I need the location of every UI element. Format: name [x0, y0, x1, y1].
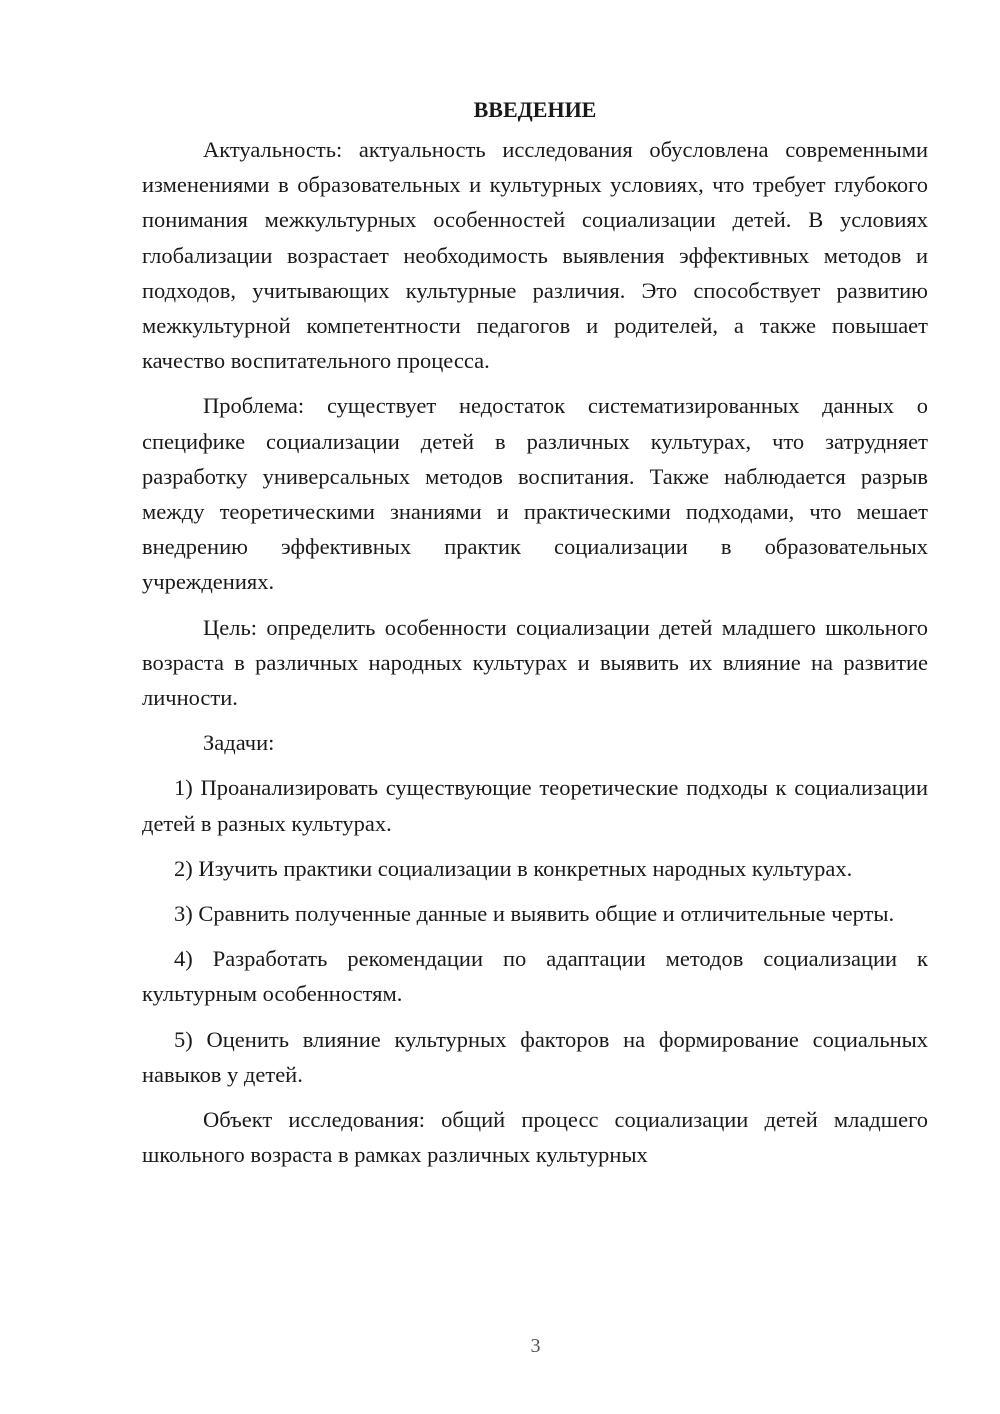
task-item-5: 5) Оценить влияние культурных факторов на формирование социальных навыков у детей.: [142, 1026, 928, 1087]
document-body: [142, 92, 928, 1172]
problem-paragraph: Проблема: существует недостаток систематизированных данных о специфике социализации детей в различных культурах, что затрудняет разработку универсальных методов воспитания. Также наблюдается разрыв между теоретическими знаниями и практическими подходами, что мешает внедрению эффективных практик социализации в образовательных учреждениях.: [142, 393, 928, 595]
relevance-paragraph: Актуальность: актуальность исследования обусловлена современными изменениями в образовательных и культурных условиях, что требует глубокого понимания межкультурных особенностей социализации детей. В условиях глобализации возрастает необходимость выявления эффективных методов и подходов, учитывающих культурные различия. Это способствует развитию межкультурной компетентности педагогов и родителей, а также повышает качество воспитательного процесса.: [142, 137, 928, 374]
page-number: 3: [530, 1335, 541, 1357]
goal-paragraph: Цель: определить особенности социализации детей младшего школьного возраста в различных народных культурах и выявить их влияние на развитие личности.: [142, 614, 928, 711]
task-item-4: 4) Разработать рекомендации по адаптации методов социализации к культурным особенностям.: [142, 946, 928, 1007]
task-item-3: 3) Сравнить полученные данные и выявить общие и отличительные черты.: [174, 901, 895, 927]
task-item-1: 1) Проанализировать существующие теоретические подходы к социализации детей в разных культурах.: [142, 775, 928, 836]
section-title: ВВЕДЕНИЕ: [473, 97, 597, 122]
task-item-2: 2) Изучить практики социализации в конкретных народных культурах.: [174, 855, 853, 881]
object-paragraph: Объект исследования: общий процесс социализации детей младшего школьного возраста в рамках различных культурных: [142, 1107, 928, 1168]
tasks-heading: Задачи:: [203, 730, 275, 756]
